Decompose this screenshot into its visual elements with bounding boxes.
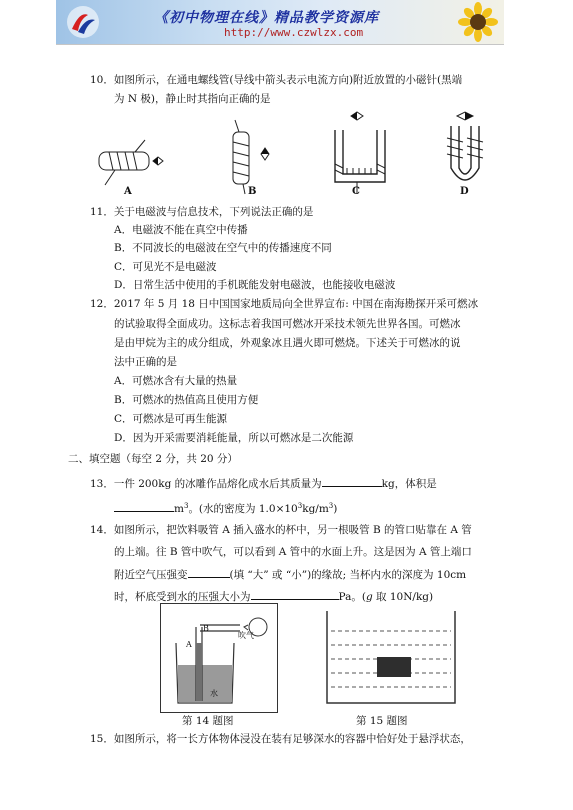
q11-option-a: A．电磁波不能在真空中传播 (114, 224, 248, 236)
q13-mass-blank[interactable] (322, 476, 382, 487)
q13-line2: $m^3$。(水的密度为 $1.0\times 10^3kg/m^3$) (114, 499, 337, 516)
header-banner (56, 0, 504, 45)
q10-option-c-label: C (352, 186, 360, 197)
q10-option-b-label: B (248, 186, 257, 197)
section-heading: 二、填空题（每空 2 分，共 20 分） (68, 453, 238, 465)
q13-volume-blank[interactable] (114, 501, 174, 512)
banner-url[interactable]: http://www.czwlzx.com (224, 26, 364, 39)
q10-option-a-diagram (99, 140, 163, 185)
q11-option-d: D．日常生活中使用的手机既能发射电磁波，也能接收电磁波 (114, 279, 396, 291)
q14-line4: 时，杯底受到水的压强大小为 Pa。(g 取 10N/kg) (114, 591, 434, 603)
q12-stem-line3: 是由甲烷为主的成分组成，外观象冰且遇火即可燃烧。下述关于可燃冰的说 (114, 337, 461, 349)
q10-option-b-diagram (233, 120, 269, 194)
q12-option-b: B．可燃冰的热值高且使用方便 (114, 394, 259, 406)
q14-line1: 14．如图所示，把饮料吸管 A 插入盛水的杯中，另一根吸管 B 的管口贴靠在 A 管 (90, 524, 472, 536)
fig14-label-b: B (203, 624, 209, 633)
q12-stem-line4: 法中正确的是 (114, 356, 177, 368)
fig14-diagram (160, 603, 278, 713)
fig14-caption: 第 14 题图 (182, 715, 234, 727)
q14-bottom-pressure-blank[interactable] (251, 589, 339, 600)
q15-line1: 15．如图所示，将一长方体物体浸没在装有足够深水的容器中恰好处于悬浮状态， (90, 733, 471, 745)
q12-option-d: D．因为开采需要消耗能量，所以可燃冰是二次能源 (114, 432, 354, 444)
q13-line1: 13．一件 200kg 的冰雕作品熔化成水后其质量为 kg，体积是 (90, 478, 437, 490)
fig15-caption: 第 15 题图 (356, 715, 408, 727)
sunflower-icon (458, 2, 498, 42)
fig14-label-a: A (186, 640, 192, 649)
q10-stem-line2: 为 N 极)，静止时其指向正确的是 (114, 93, 271, 105)
q11-stem: 11．关于电磁波与信息技术，下列说法正确的是 (90, 206, 314, 218)
q14-line3: 附近空气压强变 (填 “大” 或 “小”)的缘故; 当杯内水的深度为 10cm (114, 569, 467, 581)
q12-stem-line2: 的试验取得全面成功。这标志着我国可燃冰开采技术领先世界各国。可燃冰 (114, 318, 461, 330)
q12-stem-line1: 12．2017 年 5 月 18 日中国国家地质局向全世界宣布: 中国在南海勘探开采可燃冰 (90, 298, 479, 310)
q11-option-b: B．不同波长的电磁波在空气中的传播速度不同 (114, 242, 332, 254)
q12-option-a: A．可燃冰含有大量的热量 (114, 375, 238, 387)
q10-option-d-diagram (447, 112, 483, 180)
fig14-label-water: 水 (210, 689, 218, 698)
banner-title: 《初中物理在线》精品教学资源库 (154, 10, 379, 26)
q10-stem-line1: 10．如图所示，在通电螺线管(导线中箭头表示电流方向)附近放置的小磁针(黑端 (90, 74, 463, 86)
q10-option-d-label: D (460, 186, 469, 197)
q12-option-c: C．可燃冰是可再生能源 (114, 413, 228, 425)
q10-option-c-diagram (335, 112, 385, 194)
q11-option-c: C．可见光不是电磁波 (114, 261, 217, 273)
fig15-diagram (321, 607, 461, 707)
q14-line2: 的上端。往 B 管中吹气，可以看到 A 管中的水面上升。这是因为 A 管上端口 (114, 546, 472, 558)
q10-option-a-label: A (124, 186, 132, 197)
q14-pressure-blank[interactable] (188, 567, 230, 578)
site-logo-icon (66, 5, 100, 39)
fig14-label-blow: 吹气 (238, 631, 254, 640)
